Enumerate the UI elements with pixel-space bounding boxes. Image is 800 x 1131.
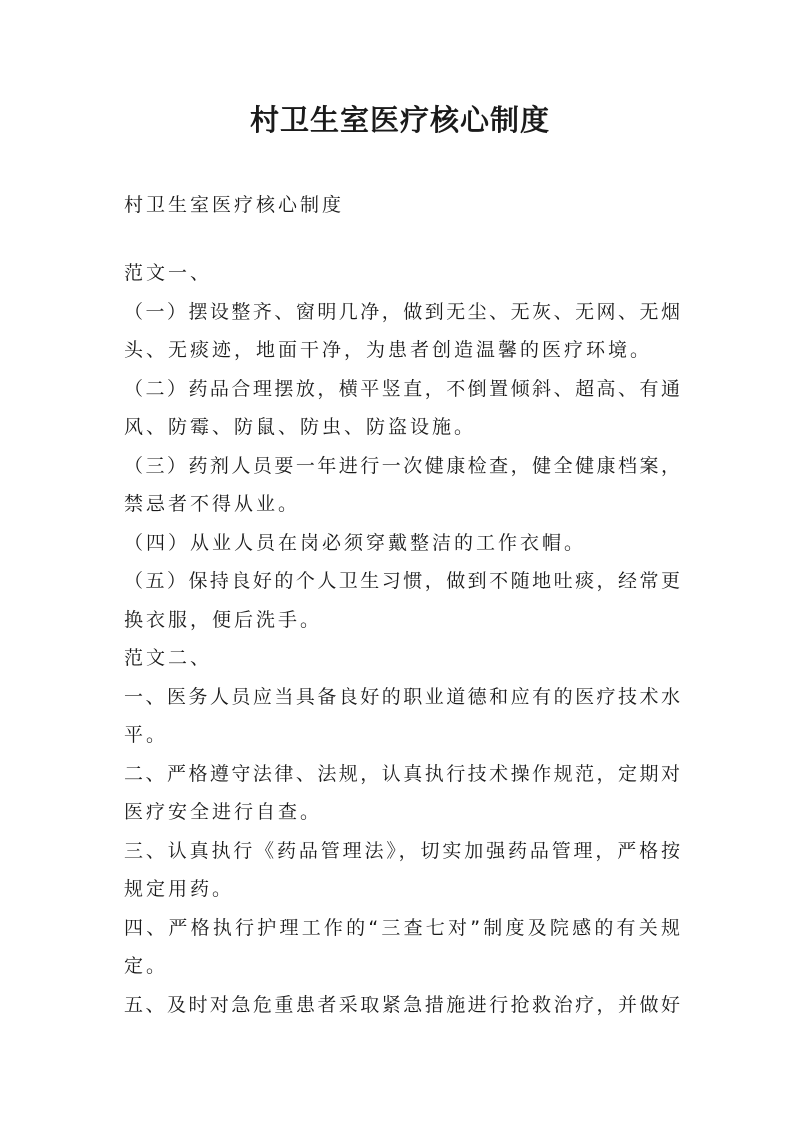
body-line: （三）药剂人员要一年进行一次健康检查，健全健康档案， <box>124 454 680 477</box>
body-line: 五、及时对急危重患者采取紧急措施进行抢救治疗，并做好 <box>124 993 680 1016</box>
body-line: （四）从业人员在岗必须穿戴整洁的工作衣帽。 <box>124 531 587 554</box>
body-line: 换衣服，便后洗手。 <box>124 608 323 631</box>
body-line: 头、无痰迹，地面干净，为患者创造温馨的医疗环境。 <box>124 339 653 361</box>
body-line: 二、严格遵守法律、法规，认真执行技术操作规范，定期对 <box>124 762 680 785</box>
body-line: 范文一、 <box>124 262 213 284</box>
body-line: 一、医务人员应当具备良好的职业道德和应有的医疗技术水 <box>124 685 680 708</box>
document-subtitle: 村卫生室医疗核心制度 <box>124 194 345 216</box>
body-line: （二）药品合理摆放，横平竖直，不倒置倾斜、超高、有通 <box>124 377 680 400</box>
body-line: 四、严格执行护理工作的“三查七对”制度及院感的有关规 <box>124 916 680 939</box>
body-line: （五）保持良好的个人卫生习惯，做到不随地吐痰，经常更 <box>124 570 680 592</box>
body-line: 定。 <box>124 955 169 977</box>
body-line: 范文二、 <box>124 647 213 669</box>
body-line: 禁忌者不得从业。 <box>124 493 301 515</box>
body-line: 三、认真执行《药品管理法》，切实加强药品管理，严格按 <box>124 839 680 862</box>
body-line: 平。 <box>124 724 169 746</box>
body-line: 规定用药。 <box>124 878 235 900</box>
body-line: （一）摆设整齐、窗明几净，做到无尘、无灰、无网、无烟 <box>124 300 680 323</box>
body-line: 风、防霉、防鼠、防虫、防盗设施。 <box>124 416 477 438</box>
document-body <box>124 254 680 1024</box>
document-title: 村卫生室医疗核心制度 <box>249 103 550 137</box>
body-line: 医疗安全进行自查。 <box>124 801 323 823</box>
